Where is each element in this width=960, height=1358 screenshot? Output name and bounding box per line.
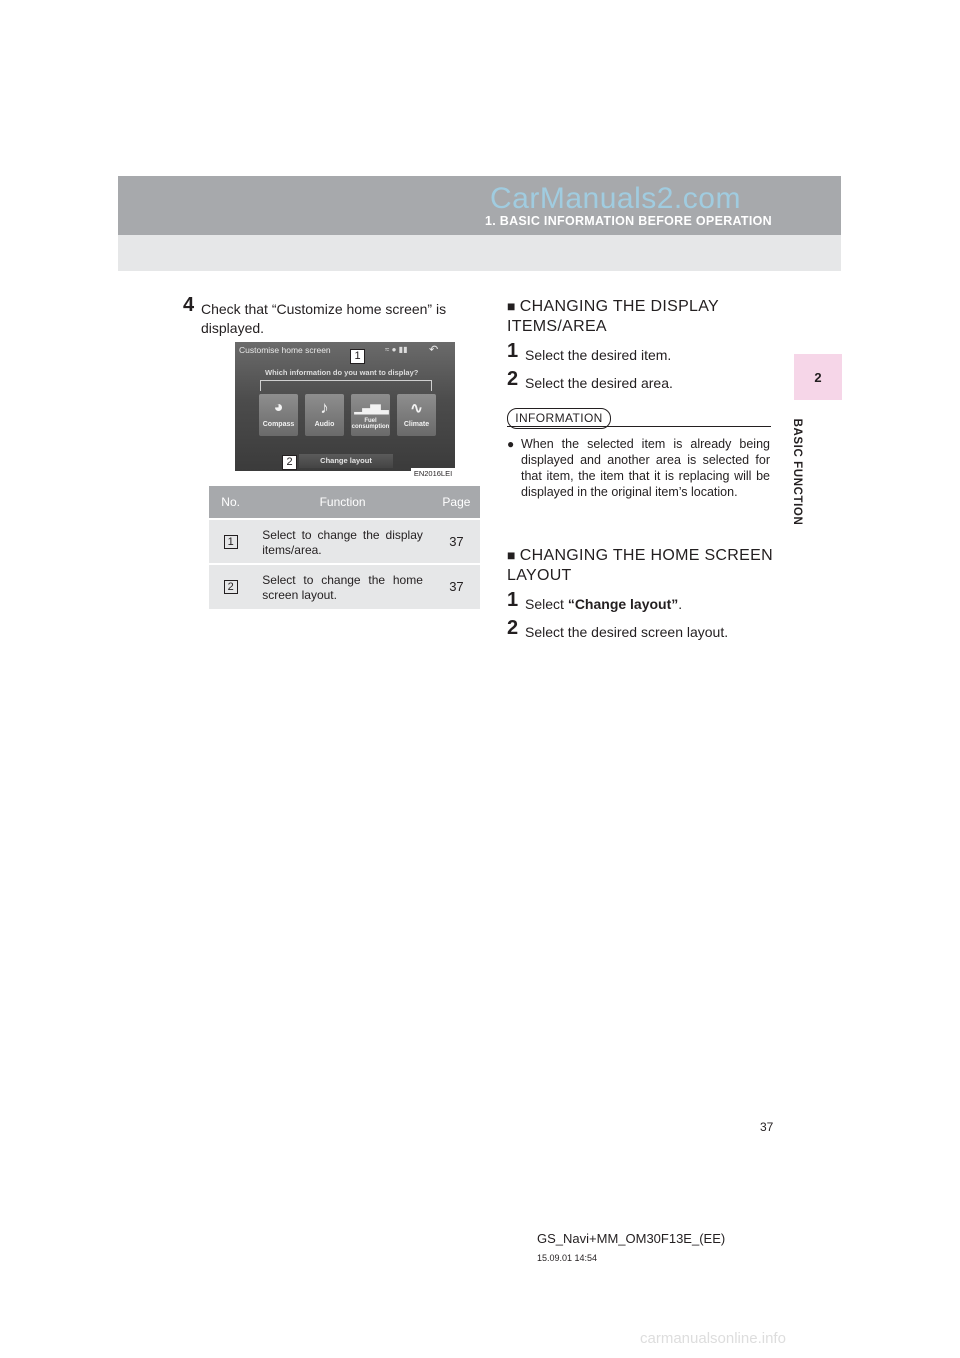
document-id: GS_Navi+MM_OM30F13E_(EE) [537,1231,726,1246]
page-number: 37 [760,1120,774,1134]
section-marker: ■ [507,547,516,563]
row-function: Select to change the home screen layout. [252,564,433,609]
figure-code: EN2016LEI [411,468,455,479]
change-layout-button: Change layout [299,454,393,468]
climate-button: ∿ Climate [397,394,436,436]
step-text: Check that “Customize home screen” is displayed. [201,301,447,336]
status-icons: ≈ ● ▮▮ [385,345,408,354]
print-timestamp: 15.09.01 14:54 [537,1253,598,1263]
change-layout-reference: “Change layout” [567,596,679,612]
header-subbar [118,235,841,271]
chapter-title: 1. BASIC INFORMATION BEFORE OPERATION [484,214,772,228]
step-4 [183,294,481,338]
row-page: 37 [433,564,480,609]
header-page: Page [433,486,480,519]
section2-step-2 [507,617,773,642]
row-number: 1 [224,535,238,549]
row-number: 2 [224,580,238,594]
section-marker: ■ [507,298,516,314]
header-function: Function [252,486,433,519]
watermark: CarManuals2.com [490,182,741,215]
step-number: 4 [183,294,195,316]
row-function: Select to change the display items/area. [252,519,433,564]
section-heading-home-layout [507,545,773,586]
fuel-consumption-button: ▁▃▅▂ Fuel consumption [351,394,390,436]
section-title: CHANGING THE DISPLAY ITEMS/AREA [507,298,719,335]
step-number: 2 [507,617,519,639]
step-number: 1 [507,340,519,362]
site-watermark: carmanualsonline.info [640,1330,786,1347]
step-text: Select [525,596,568,612]
seat-airflow-icon: ∿ [410,400,423,417]
callout-2: 2 [282,455,297,470]
information-text: When the selected item is already being displayed and another area is selected for that item, the item that it is replacing will be displayed in the original item’s location. [521,437,770,499]
information-divider [507,426,771,427]
screenshot-question: Which information do you want to display? [265,368,419,377]
bar-graph-icon: ▁▃▅▂ [354,399,387,414]
back-icon: ↶ [429,344,439,356]
bracket-line [260,380,432,391]
table-row [209,519,480,564]
chapter-tab[interactable] [794,354,842,400]
compass-button: ◕ Compass [259,394,298,436]
chapter-side-label: BASIC FUNCTION [791,418,803,526]
step-text: Select the desired item. [525,347,672,363]
callout-1: 1 [350,349,365,364]
information-note [507,436,770,500]
screen-screenshot [235,342,455,471]
screenshot-title: Customise home screen [239,345,331,355]
function-table [209,486,480,609]
step-number: 2 [507,368,519,390]
header-no: No. [209,486,252,519]
information-label: INFORMATION [507,408,611,429]
table-header-row [209,486,480,519]
section-heading-display-items [507,296,773,337]
step-text: Select the desired area. [525,375,673,391]
table-row [209,564,480,609]
chapter-number: 2 [814,369,822,385]
bullet-icon: ● [507,437,515,451]
audio-button: ♪ Audio [305,394,344,436]
step-text: Select the desired screen layout. [525,624,729,640]
row-page: 37 [433,519,480,564]
section2-step-1: 1 Select “Change layout”. [507,589,683,612]
music-note-icon: ♪ [320,398,329,417]
compass-icon: ◕ [273,399,284,416]
section1-step-1 [507,340,773,365]
section1-step-2 [507,368,773,393]
step-number: 1 [507,589,519,611]
section-title: CHANGING THE HOME SCREEN LAYOUT [507,547,773,584]
